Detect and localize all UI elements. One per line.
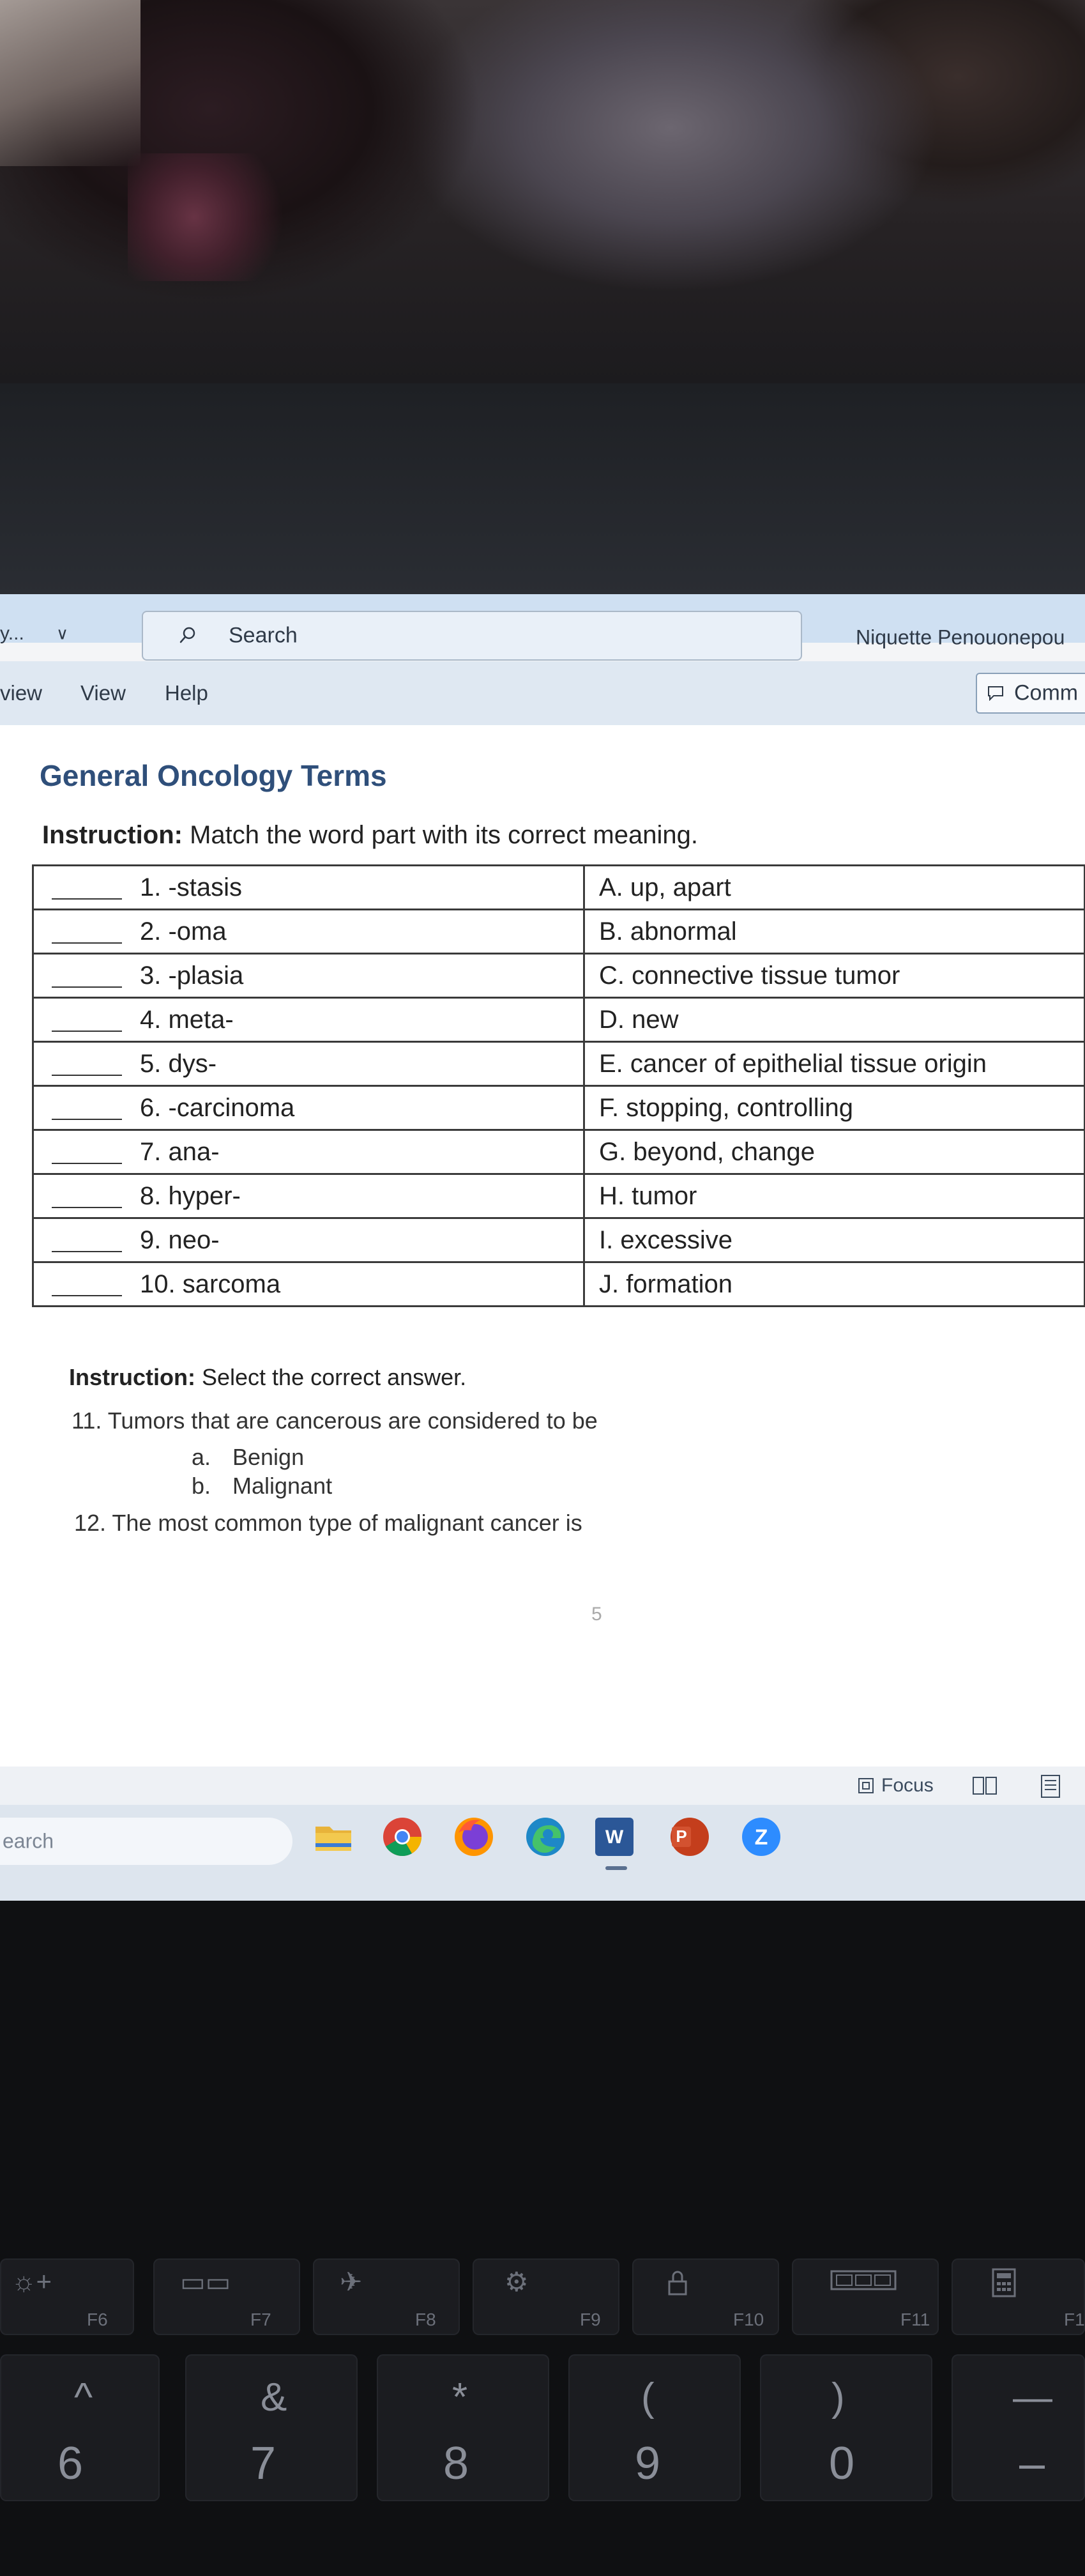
page-number: 5 (591, 1604, 602, 1625)
search-box[interactable] (142, 611, 802, 661)
table-row (33, 1130, 1085, 1174)
meaning-cell: F. stopping, controlling (584, 1086, 1085, 1130)
term-cell (33, 954, 584, 998)
instruction-label: Instruction: (69, 1364, 195, 1390)
word-icon[interactable] (593, 1815, 636, 1859)
key-digit: 7 (250, 2438, 277, 2489)
monitor-bezel (0, 383, 1085, 594)
term-text: 3. -plasia (140, 961, 244, 990)
laptop-keyboard (0, 1901, 1085, 2576)
term-text: 5. dys- (140, 1049, 217, 1078)
answer-blank[interactable] (52, 1207, 122, 1208)
background-flower (128, 153, 294, 281)
edge-icon[interactable] (524, 1815, 567, 1859)
term-text: 9. neo- (140, 1225, 220, 1254)
meaning-cell: H. tumor (584, 1174, 1085, 1218)
brightness-icon: ☼+ (11, 2266, 52, 2296)
file-explorer-icon[interactable] (312, 1815, 355, 1859)
answer-blank[interactable] (52, 1295, 122, 1296)
key-digit: 6 (57, 2438, 84, 2489)
window-tiles-icon (830, 2270, 897, 2290)
fkey-label: F7 (250, 2310, 271, 2329)
focus-icon[interactable] (857, 1777, 876, 1796)
search-icon (179, 626, 197, 644)
table-row (33, 910, 1085, 954)
meaning-cell: D. new (584, 998, 1085, 1042)
term-cell (33, 998, 584, 1042)
question-12: 12. The most common type of malignant cancer is (74, 1510, 582, 1536)
table-row (33, 1174, 1085, 1218)
fkey-label: F8 (415, 2310, 436, 2329)
table-row (33, 866, 1085, 910)
instruction-text: Match the word part with its correct meaning. (182, 821, 698, 849)
option-malignant[interactable] (192, 1473, 332, 1499)
meaning-cell: C. connective tissue tumor (584, 954, 1085, 998)
table-row (33, 1262, 1085, 1307)
meaning-cell: G. beyond, change (584, 1130, 1085, 1174)
taskbar-search[interactable] (0, 1818, 292, 1865)
airplane-mode-icon: ✈ (340, 2267, 363, 2297)
option-letter: a. (192, 1444, 211, 1470)
meaning-cell: A. up, apart (584, 866, 1085, 910)
term-cell (33, 1130, 584, 1174)
chrome-icon[interactable] (381, 1815, 424, 1859)
fkey-label: F1 (1064, 2310, 1085, 2329)
background-light-patch (0, 0, 140, 166)
key-symbol: ^ (74, 2375, 93, 2419)
word-icon-letter: W (605, 1827, 624, 1848)
term-cell (33, 1042, 584, 1086)
menu-help[interactable]: Help (165, 681, 208, 705)
term-text: 1. -stasis (140, 873, 243, 901)
title-bar (0, 594, 1085, 649)
document-title: General Oncology Terms (40, 759, 387, 792)
fkey-label: F6 (87, 2310, 108, 2329)
answer-blank[interactable] (52, 1031, 122, 1032)
answer-blank[interactable] (52, 942, 122, 944)
powerpoint-icon[interactable] (668, 1815, 711, 1859)
settings-gear-icon: ⚙ (505, 2267, 529, 2297)
read-mode-icon[interactable] (972, 1775, 998, 1796)
user-name[interactable]: Niquette Penouonepou (856, 625, 1065, 649)
key-symbol: — (1013, 2375, 1052, 2419)
window-title: y... (0, 623, 24, 644)
table-row (33, 954, 1085, 998)
table-row (33, 1086, 1085, 1130)
answer-blank[interactable] (52, 1119, 122, 1120)
term-text: 8. hyper- (140, 1181, 241, 1210)
status-bar (0, 1767, 1085, 1805)
key-symbol: & (261, 2375, 287, 2419)
firefox-icon[interactable] (452, 1815, 496, 1859)
print-layout-icon[interactable] (1040, 1774, 1061, 1798)
term-cell (33, 1218, 584, 1262)
term-cell (33, 1086, 584, 1130)
display-switch-icon: ▭▭ (180, 2267, 231, 2297)
taskbar (0, 1805, 1085, 1901)
option-text: Benign (232, 1444, 305, 1470)
calculator-icon (991, 2267, 1017, 2298)
meaning-cell: J. formation (584, 1262, 1085, 1307)
term-cell (33, 1174, 584, 1218)
table-row (33, 998, 1085, 1042)
fkey-label: F11 (900, 2310, 930, 2329)
answer-blank[interactable] (52, 1163, 122, 1164)
chevron-down-icon[interactable]: ∨ (56, 624, 69, 643)
ribbon-menu (0, 661, 1085, 725)
table-row (33, 1218, 1085, 1262)
table-row (33, 1042, 1085, 1086)
comments-button[interactable] (976, 673, 1085, 714)
term-cell (33, 866, 584, 910)
document-page[interactable] (0, 725, 1085, 1767)
term-text: 10. sarcoma (140, 1269, 281, 1298)
key-digit: 8 (443, 2438, 469, 2489)
fkey-label: F10 (733, 2310, 764, 2329)
answer-blank[interactable] (52, 1075, 122, 1076)
option-letter: b. (192, 1473, 211, 1499)
matching-table (32, 864, 1085, 1307)
option-benign[interactable] (192, 1444, 304, 1471)
term-text: 4. meta- (140, 1005, 234, 1034)
key-digit: – (1019, 2438, 1045, 2489)
term-text: 7. ana- (140, 1137, 220, 1166)
key-digit: 0 (829, 2438, 855, 2489)
term-text: 2. -oma (140, 917, 227, 946)
term-text: 6. -carcinoma (140, 1093, 295, 1122)
active-app-indicator (605, 1866, 627, 1870)
key-symbol: ) (831, 2375, 845, 2419)
taskbar-search-label: earch (3, 1829, 54, 1853)
powerpoint-icon-letter: P (676, 1827, 687, 1846)
question-11: 11. Tumors that are cancerous are considered to be (72, 1407, 598, 1434)
menu-view[interactable]: View (80, 681, 126, 705)
key-symbol: ( (641, 2375, 655, 2419)
term-cell (33, 1262, 584, 1307)
answer-blank[interactable] (52, 898, 122, 900)
key-symbol: * (452, 2375, 468, 2419)
focus-label[interactable]: Focus (881, 1775, 934, 1796)
meaning-cell: B. abnormal (584, 910, 1085, 954)
meaning-cell: E. cancer of epithelial tissue origin (584, 1042, 1085, 1086)
instruction-select (69, 1364, 466, 1391)
zoom-icon[interactable] (740, 1815, 783, 1859)
key-f8[interactable] (313, 2258, 460, 2335)
comments-label: Comm (1014, 680, 1079, 705)
menu-review[interactable]: view (0, 681, 43, 705)
answer-blank[interactable] (52, 986, 122, 988)
laptop-screen (0, 594, 1085, 1901)
instruction-label: Instruction: (42, 821, 183, 849)
lock-icon (667, 2270, 688, 2297)
term-cell (33, 910, 584, 954)
meaning-cell: I. excessive (584, 1218, 1085, 1262)
answer-blank[interactable] (52, 1251, 122, 1252)
fkey-label: F9 (580, 2310, 601, 2329)
comment-icon (987, 686, 1004, 701)
option-text: Malignant (232, 1473, 333, 1499)
key-digit: 9 (635, 2438, 661, 2489)
background-room-photo (0, 0, 1085, 383)
search-placeholder: Search (229, 623, 298, 648)
instruction-match (42, 821, 698, 850)
zoom-icon-letter: Z (754, 1825, 768, 1850)
instruction-text: Select the correct answer. (195, 1364, 467, 1390)
